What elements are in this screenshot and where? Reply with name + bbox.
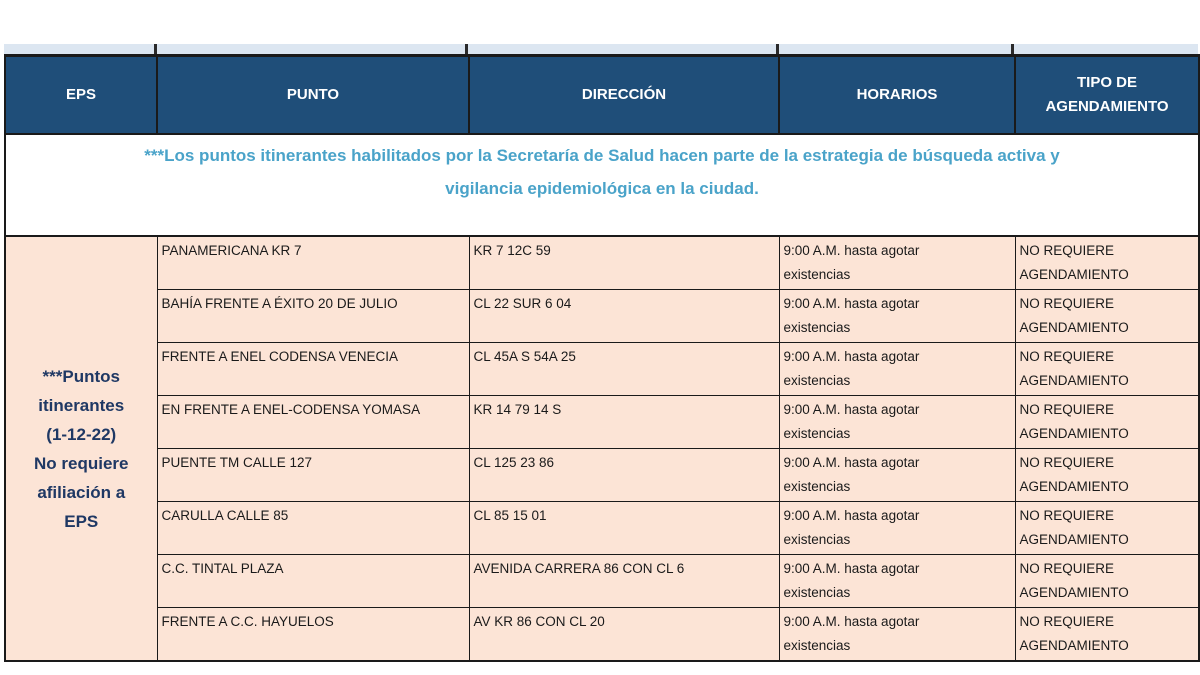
column-separator [1011, 44, 1014, 54]
tipo-line: NO REQUIERE [1019, 455, 1115, 470]
horario-cell [779, 343, 1015, 396]
horario-line: existencias [783, 532, 851, 547]
column-separator [776, 44, 779, 54]
direccion-cell: CL 22 SUR 6 04 [469, 290, 779, 343]
table-row [5, 502, 1199, 555]
header-punto: PUNTO [157, 56, 469, 135]
punto-cell: BAHÍA FRENTE A ÉXITO 20 DE JULIO [157, 290, 469, 343]
punto-cell: PANAMERICANA KR 7 [157, 236, 469, 290]
eps-line: No requiere [34, 453, 129, 473]
tipo-line: AGENDAMIENTO [1019, 479, 1129, 494]
tipo-cell [1015, 502, 1199, 555]
tipo-line: AGENDAMIENTO [1019, 532, 1129, 547]
eps-group-cell [5, 236, 157, 661]
tipo-line: AGENDAMIENTO [1019, 638, 1129, 653]
eps-line: EPS [64, 511, 99, 531]
punto-cell: FRENTE A ENEL CODENSA VENECIA [157, 343, 469, 396]
table-row [5, 396, 1199, 449]
horario-line: existencias [783, 426, 851, 441]
column-separator [154, 44, 157, 54]
tipo-line: NO REQUIERE [1019, 243, 1115, 258]
tipo-line: AGENDAMIENTO [1019, 320, 1129, 335]
tipo-cell [1015, 449, 1199, 502]
table-row [5, 449, 1199, 502]
vaccination-points-table [4, 54, 1200, 662]
tipo-cell [1015, 236, 1199, 290]
punto-cell: CARULLA CALLE 85 [157, 502, 469, 555]
direccion-cell: CL 85 15 01 [469, 502, 779, 555]
horario-line: 9:00 A.M. hasta agotar [783, 614, 920, 629]
horario-line: 9:00 A.M. hasta agotar [783, 349, 920, 364]
horario-cell [779, 555, 1015, 608]
tipo-line: NO REQUIERE [1019, 296, 1115, 311]
header-tipo [1015, 56, 1199, 135]
direccion-cell: CL 45A S 54A 25 [469, 343, 779, 396]
header-tipo-line2: AGENDAMIENTO [1045, 98, 1169, 115]
horario-line: 9:00 A.M. hasta agotar [783, 455, 920, 470]
tipo-line: AGENDAMIENTO [1019, 426, 1129, 441]
notice-line1: ***Los puntos itinerantes habilitados por la Secretaría de Salud hacen parte de la estrategia de búsqueda activa y [144, 146, 1060, 165]
table-row [5, 608, 1199, 662]
tipo-line: NO REQUIERE [1019, 402, 1115, 417]
header-horarios: HORARIOS [779, 56, 1015, 135]
punto-cell: PUENTE TM CALLE 127 [157, 449, 469, 502]
notice-line2: vigilancia epidemiológica en la ciudad. [445, 179, 759, 198]
horario-line: existencias [783, 638, 851, 653]
tipo-line: NO REQUIERE [1019, 614, 1115, 629]
horario-line: existencias [783, 267, 851, 282]
horario-line: 9:00 A.M. hasta agotar [783, 296, 920, 311]
horario-line: 9:00 A.M. hasta agotar [783, 508, 920, 523]
header-row [5, 56, 1199, 135]
horario-cell [779, 236, 1015, 290]
horario-line: existencias [783, 320, 851, 335]
horario-cell [779, 449, 1015, 502]
horario-cell [779, 608, 1015, 662]
punto-cell: EN FRENTE A ENEL-CODENSA YOMASA [157, 396, 469, 449]
tipo-line: NO REQUIERE [1019, 561, 1115, 576]
tipo-line: AGENDAMIENTO [1019, 373, 1129, 388]
horario-line: 9:00 A.M. hasta agotar [783, 561, 920, 576]
horario-cell [779, 502, 1015, 555]
eps-line: (1-12-22) [46, 424, 117, 444]
eps-line: ***Puntos [42, 366, 120, 386]
tipo-cell [1015, 608, 1199, 662]
direccion-cell: KR 14 79 14 S [469, 396, 779, 449]
tipo-line: NO REQUIERE [1019, 349, 1115, 364]
horario-line: 9:00 A.M. hasta agotar [783, 243, 920, 258]
notice-text [5, 134, 1199, 236]
horario-cell [779, 290, 1015, 343]
tipo-cell [1015, 555, 1199, 608]
direccion-cell: CL 125 23 86 [469, 449, 779, 502]
header-direccion: DIRECCIÓN [469, 56, 779, 135]
eps-line: afiliación a [37, 482, 126, 502]
direccion-cell: AVENIDA CARRERA 86 CON CL 6 [469, 555, 779, 608]
top-strip [4, 44, 1198, 54]
table-row [5, 555, 1199, 608]
tipo-line: AGENDAMIENTO [1019, 267, 1129, 282]
tipo-line: AGENDAMIENTO [1019, 585, 1129, 600]
notice-row [5, 134, 1199, 236]
horario-cell [779, 396, 1015, 449]
header-tipo-line1: TIPO DE [1076, 74, 1137, 91]
tipo-cell [1015, 290, 1199, 343]
direccion-cell: KR 7 12C 59 [469, 236, 779, 290]
table-row [5, 236, 1199, 290]
punto-cell: C.C. TINTAL PLAZA [157, 555, 469, 608]
table-row [5, 290, 1199, 343]
tipo-line: NO REQUIERE [1019, 508, 1115, 523]
horario-line: existencias [783, 373, 851, 388]
tipo-cell [1015, 343, 1199, 396]
header-eps: EPS [5, 56, 157, 135]
horario-line: 9:00 A.M. hasta agotar [783, 402, 920, 417]
horario-line: existencias [783, 479, 851, 494]
direccion-cell: AV KR 86 CON CL 20 [469, 608, 779, 662]
table-row [5, 343, 1199, 396]
tipo-cell [1015, 396, 1199, 449]
eps-line: itinerantes [38, 395, 125, 415]
column-separator [465, 44, 468, 54]
horario-line: existencias [783, 585, 851, 600]
punto-cell: FRENTE A C.C. HAYUELOS [157, 608, 469, 662]
